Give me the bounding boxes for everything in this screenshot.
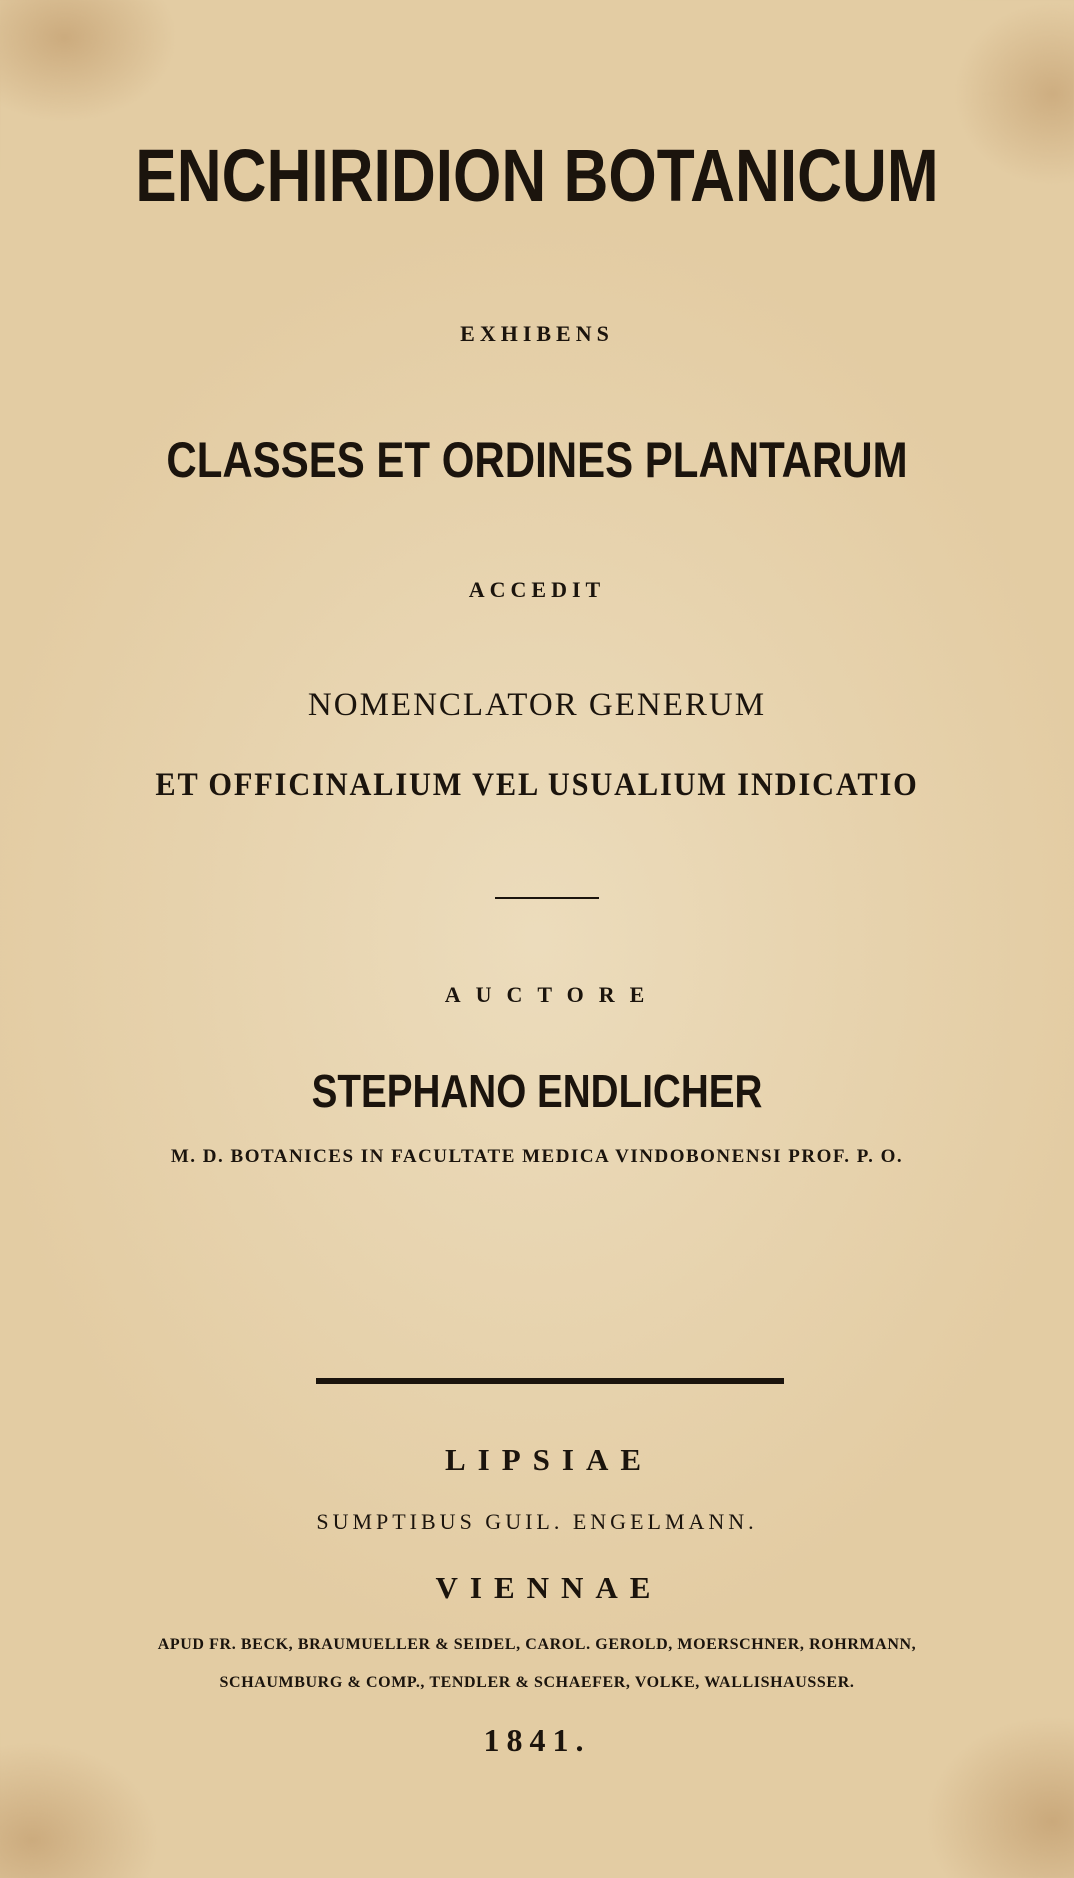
imprint-publisher-leipzig: SUMPTIBUS GUIL. ENGELMANN. <box>316 1509 758 1534</box>
nomenclator-line: NOMENCLATOR GENERUM <box>307 687 767 723</box>
long-divider <box>316 1378 784 1384</box>
imprint-publishers-vienna-line2: SCHAUMBURG & COMP., TENDLER & SCHAEFER, VOLKE, WALLISHAUSSER. <box>219 1674 855 1691</box>
author-affiliation: M. D. BOTANICES IN FACULTATE MEDICA VINDOBONENSI PROF. P. O. <box>170 1146 904 1167</box>
accedit-text: ACCEDIT <box>468 577 606 602</box>
auctore-text: AUCTORE <box>444 982 660 1007</box>
book-subtitle: CLASSES ET ORDINES PLANTARUM <box>166 432 908 488</box>
imprint-publishers-vienna-line1: APUD FR. BECK, BRAUMUELLER & SEIDEL, CAROL. GEROLD, MOERSCHNER, ROHRMANN, <box>157 1636 917 1653</box>
short-divider <box>495 897 599 899</box>
officinalium-line: ET OFFICINALIUM VEL USUALIUM INDICATIO <box>155 767 919 803</box>
book-title: ENCHIRIDION BOTANICUM <box>135 134 939 217</box>
exhibens-text: EXHIBENS <box>460 321 614 346</box>
imprint-city-viennae: VIENNAE <box>435 1570 663 1605</box>
author-name: STEPHANO ENDLICHER <box>311 1065 763 1117</box>
imprint-city-lipsiae: LIPSIAE <box>444 1442 654 1477</box>
publication-year: 1841. <box>483 1722 591 1758</box>
